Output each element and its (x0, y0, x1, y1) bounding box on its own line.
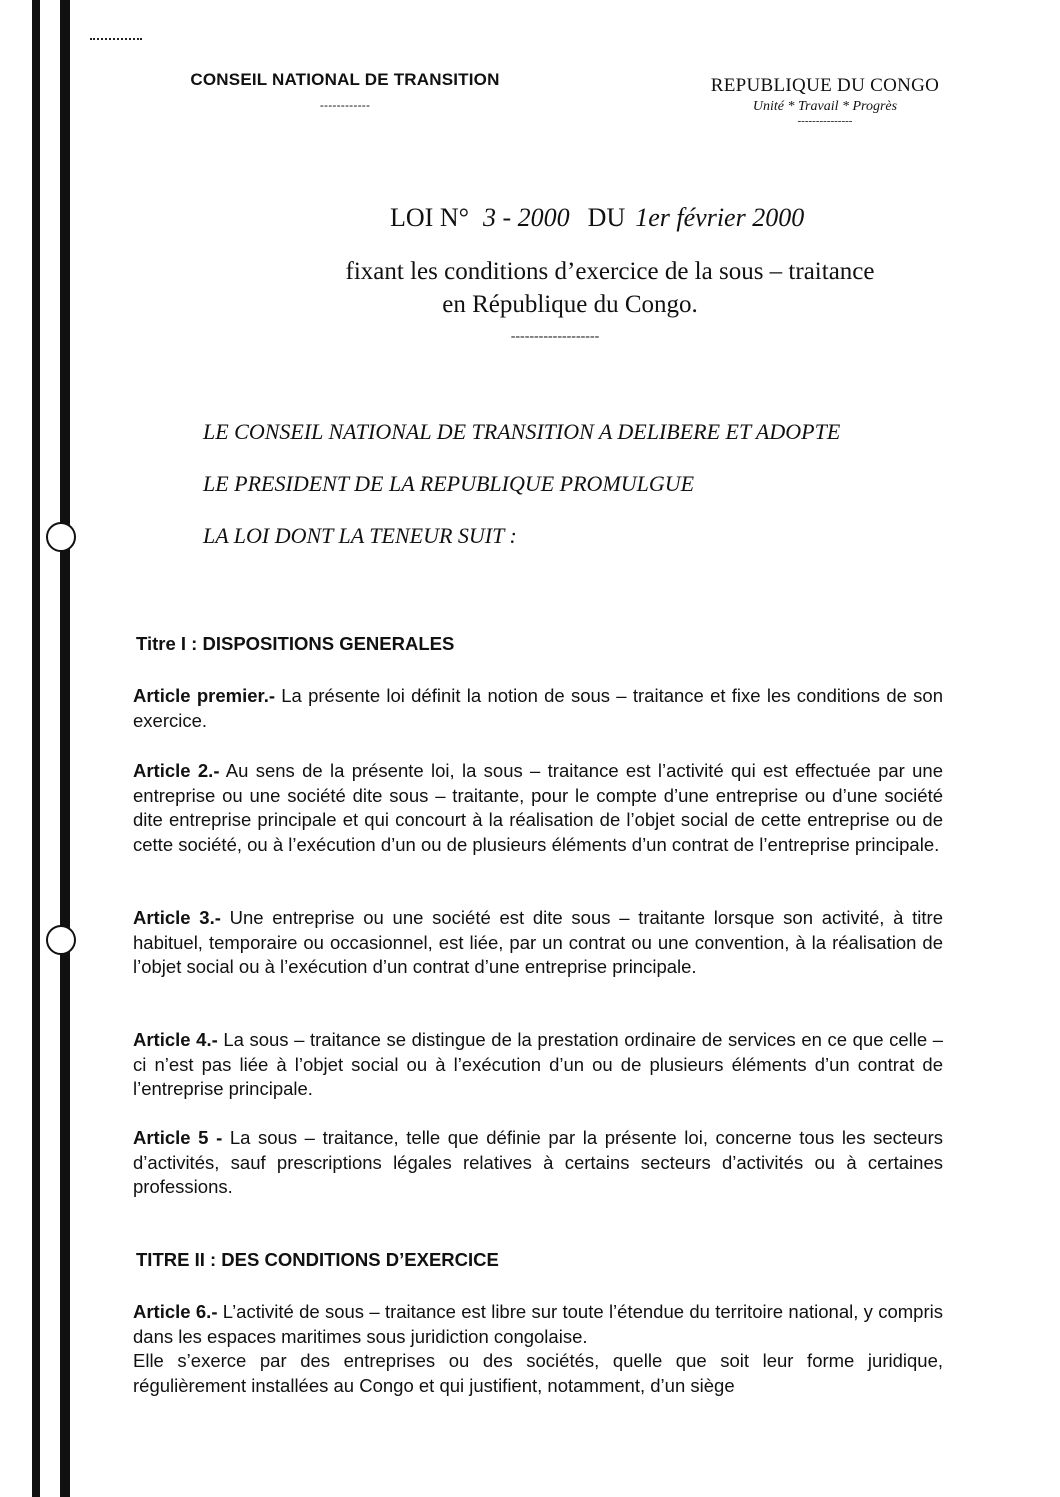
article-text: Une entreprise ou une société est dite sous – traitante lorsque son activité, à titre habituel, temporaire ou occasionnel, est liée, par un contrat ou une convention, à la réalisation de l’objet social ou à l’exécution d’un contrat d’une entreprise principale. (133, 907, 943, 977)
article-4 (133, 1028, 943, 1102)
law-title (390, 203, 804, 233)
subtitle-line-1: fixant les conditions d’exercice de la sous – traitance (345, 258, 875, 285)
header-authority (160, 70, 530, 112)
section-heading-titre-2: TITRE II : DES CONDITIONS D’EXERCICE (136, 1249, 499, 1270)
binding-edge-left (32, 0, 40, 1497)
motto-rule: --------------- (797, 115, 853, 127)
article-label: Article premier.- (133, 685, 275, 706)
law-subtitle (260, 255, 960, 347)
country-motto: Unité * Travail * Progrès (752, 99, 898, 114)
subtitle-rule: ------------------- (510, 329, 600, 344)
article-label: Article 4.- (133, 1029, 218, 1050)
binding-edge-inner (60, 0, 70, 1497)
preamble (203, 415, 840, 571)
scan-speck (90, 38, 142, 44)
article-text: L’activité de sous – traitance est libre sur toute l’étendue du territoire national, y compris dans les espaces maritimes sous juridiction congolaise. (133, 1301, 943, 1347)
authority-rule: ------------ (319, 98, 371, 112)
article-text: Au sens de la présente loi, la sous – traitance est l’activité qui est effectuée par une entreprise ou une société dite sous – traitante, pour le compte d’une entreprise ou d’une société dite entreprise principale et qui concourt à la réalisation de l’objet social de cette entreprise ou de cette société, ou à l’exécution d’un ou de plusieurs éléments d’un contrat de l’entreprise principale. (133, 760, 943, 855)
law-date: 1er février 2000 (635, 203, 805, 232)
punch-hole-top (46, 522, 76, 552)
article-text: La présente loi définit la notion de sous – traitance et fixe les conditions de son exercice. (133, 685, 943, 731)
punch-hole-bottom (46, 925, 76, 955)
article-label: Article 2.- (133, 760, 220, 781)
preamble-line: LA LOI DONT LA TENEUR SUIT : (203, 523, 517, 548)
article-premier (133, 684, 943, 733)
article-label: Article 3.- (133, 907, 221, 928)
subtitle-line-2: en République du Congo. (442, 291, 698, 318)
authority-name: CONSEIL NATIONAL DE TRANSITION (190, 70, 500, 89)
article-text: La sous – traitance, telle que définie par la présente loi, concerne tous les secteurs d’activités, sauf prescriptions légales relatives à certains secteurs d’activités ou à certaines professions. (133, 1127, 943, 1197)
article-label: Article 5 - (133, 1127, 223, 1148)
header-country (690, 75, 960, 127)
preamble-line: LE CONSEIL NATIONAL DE TRANSITION A DELIBERE ET ADOPTE (203, 419, 841, 444)
preamble-line: LE PRESIDENT DE LA REPUBLIQUE PROMULGUE (203, 471, 695, 496)
article-5 (133, 1126, 943, 1200)
law-prefix: LOI N° (390, 203, 469, 232)
article-label: Article 6.- (133, 1301, 218, 1322)
law-du: DU (587, 203, 626, 232)
article-3 (133, 906, 943, 980)
country-name: REPUBLIQUE DU CONGO (710, 75, 940, 96)
article-2 (133, 759, 943, 857)
article-continuation: Elle s’exerce par des entreprises ou des sociétés, quelle que soit leur forme juridique, régulièrement installées au Congo et qui justifient, notamment, d’un siège (133, 1350, 943, 1396)
article-6 (133, 1300, 943, 1398)
section-heading-titre-1: Titre I : DISPOSITIONS GENERALES (136, 633, 455, 654)
law-number: 3 - 2000 (483, 203, 570, 232)
article-text: La sous – traitance se distingue de la prestation ordinaire de services en ce que celle – ci n’est pas liée à l’objet social ou à l’exécution d’un ou de plusieurs éléments d’un contrat de l’entreprise principale. (133, 1029, 943, 1099)
